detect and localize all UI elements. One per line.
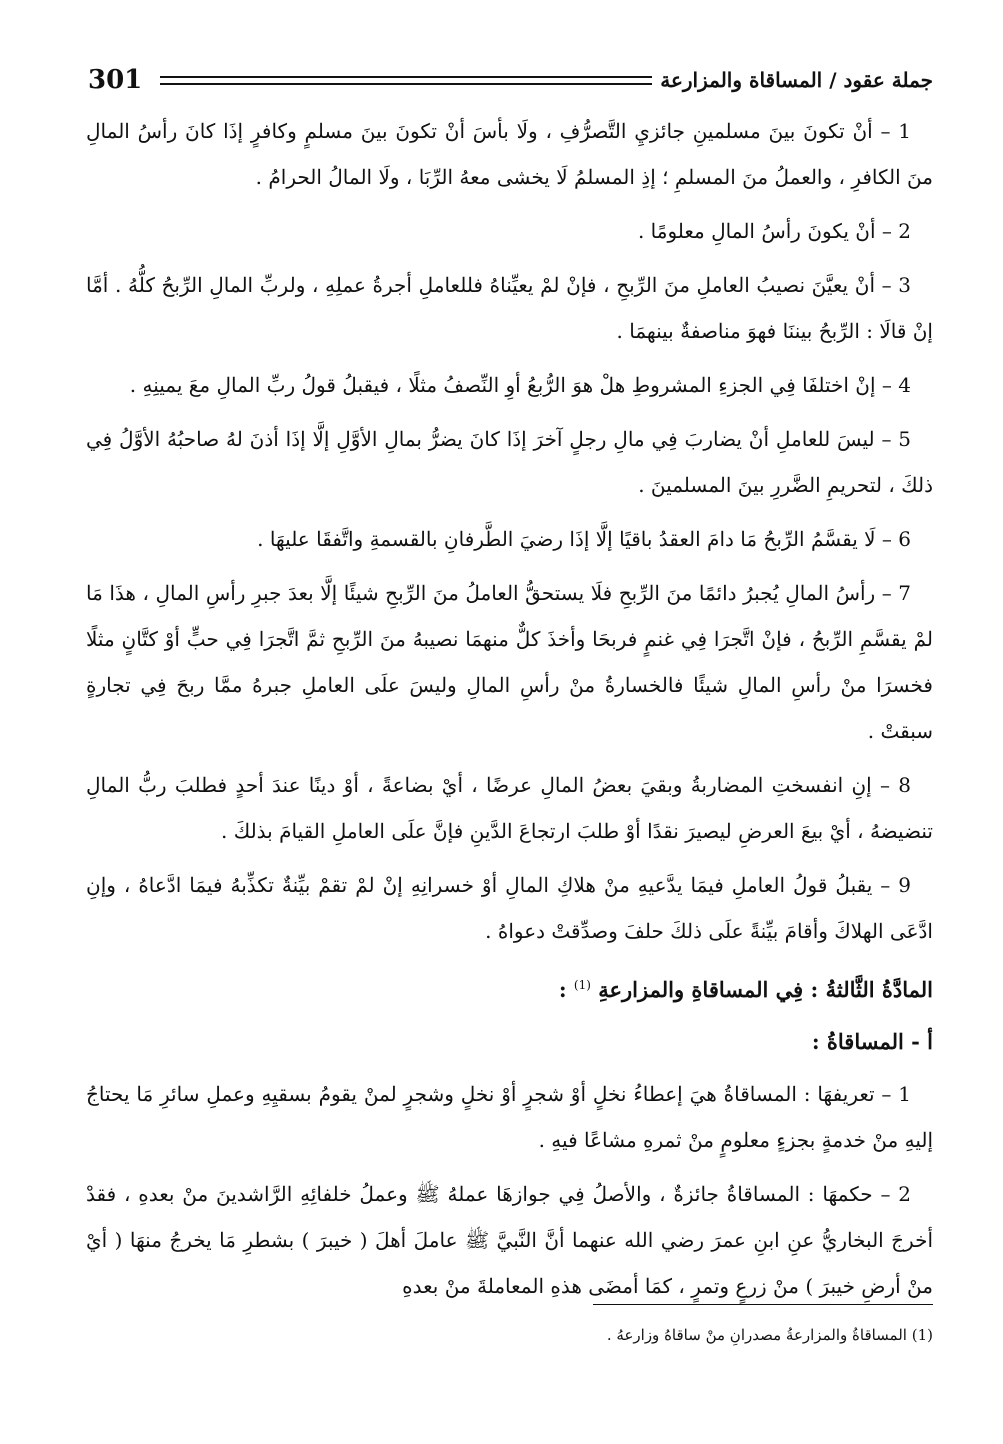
footnote-rule: [593, 1304, 933, 1305]
header-rule: [160, 76, 652, 85]
paragraph-1: 1 – أنْ تكونَ بينَ مسلمينِ جائزيِ التَّصرُّفِ ، ولَا بأسَ أنْ تكونَ بينَ مسلمٍ وكافرٍ إذَا كانَ رأسُ المالِ منَ الكافرِ ، والعملُ منَ المسلمِ ؛ إذِ المسلمُ لَا يخشى معهُ الرِّبَا ، ولَا المالُ الحرامُ .: [86, 119, 933, 189]
paragraph-4: 4 – إنْ اختلفَا فِي الجزءِ المشروطِ هلْ هوَ الرُّبعُ أوِ النِّصفُ مثلًا ، فيقبلُ قولُ ربِّ المالِ معَ يمينِهِ .: [129, 373, 911, 397]
paragraph-2: 2 – أنْ يكونَ رأسُ المالِ معلومًا .: [637, 219, 911, 243]
paragraph-3: 3 – أنْ يعيَّنَ نصيبُ العاملِ منَ الرِّبحِ ، فإنْ لمْ يعيِّناهُ فللعاملِ أجرةُ عملِهِ ، ولربِّ المالِ الرِّبحُ كلُّهُ . أمَّا إنْ قالَا : الرِّبحُ بيننَا فهوَ مناصفةٌ بينهمَا .: [86, 273, 933, 343]
page-header: [88, 62, 933, 98]
paragraph-8: 8 – إنِ انفسختِ المضاربةُ وبقيَ بعضُ المالِ عرضًا ، أيْ بضاعةً ، أوْ دينًا عندَ أحدٍ فطلبَ ربُّ المالِ تنضيضهُ ، أيْ بيعَ العرضِ ليصيرَ نقدًا أوْ طلبَ ارتجاعَ الدَّينِ فإنَّ علَى العاملِ القيامَ بذلكَ .: [86, 773, 933, 843]
section-heading-text: المادَّةُ الثَّالثةُ : فِي المساقاةِ والمزارعةِ: [598, 977, 933, 1002]
footnote-reference: (1): [573, 978, 591, 992]
paragraph-5: 5 – ليسَ للعاملِ أنْ يضاربَ فِي مالِ رجلٍ آخرَ إذَا كانَ يضرُّ بمالِ الأوَّلِ إلَّا إذَا أذنَ لهُ صاحبُهُ الأوَّلُ فِي ذلكَ ، لتحريمِ الضَّررِ بينَ المسلمينَ .: [86, 427, 933, 497]
running-title: جملة عقود / المساقاة والمزارعة: [660, 68, 933, 92]
footnote: (1) المساقاةُ والمزارعةُ مصدرانِ منْ ساقاهُ وزارعهُ .: [606, 1326, 933, 1344]
page-number: 301: [88, 65, 143, 95]
paragraph-9: 9 – يقبلُ قولُ العاملِ فيمَا يدَّعيهِ منْ هلاكِ المالِ أوْ خسرانِهِ إنْ لمْ تقمْ بيِّنةٌ تكذِّبهُ فيمَا ادَّعاهُ ، وإنِ ادَّعَى الهلاكَ وأقامَ بيِّنةً علَى ذلكَ حلفَ وصدِّقتْ دعواهُ .: [86, 873, 933, 943]
subheading-musaqat: أ - المساقاةُ :: [811, 1029, 933, 1054]
paragraph-ruling: 2 – حكمهَا : المساقاةُ جائزةٌ ، والأصلُ فِي جوازهَا عملهُ ﷺ وعملُ خلفائِهِ الرَّاشدينَ منْ بعدهِ ، فقدْ أخرجَ البخاريُّ عنِ ابنِ عمرَ رضي الله عنهما أنَّ النَّبيَّ ﷺ عاملَ أهلَ ( خيبرَ ) بشطرِ مَا يخرجُ منهَا ( أيْ منْ أرضِ خيبرَ ) منْ زرعٍ وتمرٍ ، كمَا أمضَى هذهِ المعاملةَ منْ بعدهِ: [86, 1182, 933, 1298]
section-heading-colon: :: [558, 977, 567, 1002]
section-heading: [86, 962, 933, 1013]
paragraph-7: 7 – رأسُ المالِ يُجبرُ دائمًا منَ الرِّبحِ فلَا يستحقُّ العاملُ منَ الرِّبحِ شيئًا إلَّا بعدَ جبرِ رأسِ المالِ ، هذَا مَا لمْ يقسَّمِ الرِّبحُ ، فإنْ اتَّجرَا فِي غنمٍ فربحَا وأخذَ كلٌّ منهمَا نصيبهُ منَ الرِّبحِ ثمَّ اتَّجرَا فِي حبٍّ أوْ كتَّانٍ مثلًا فخسرَا منْ رأسِ المالِ شيئًا فالخسارةُ منْ رأسِ المالِ وليسَ علَى العاملِ جبرهُ ممَّا ربحَ فِي تجارةٍ سبقتْ .: [86, 581, 933, 743]
body-text: [86, 108, 933, 1317]
paragraph-definition: 1 – تعريفهَا : المساقاةُ هيَ إعطاءُ نخلٍ أوْ شجرٍ أوْ نخلٍ وشجرٍ لمنْ يقومُ بسقيِهِ وعملِ سائرِ مَا يحتاجُ إليهِ منْ خدمةٍ بجزءٍ معلومٍ منْ ثمرهِ مشاعًا فيهِ .: [86, 1082, 933, 1152]
paragraph-6: 6 – لَا يقسَّمُ الرِّبحُ مَا دامَ العقدُ باقيًا إلَّا إذَا رضيَ الطَّرفانِ بالقسمةِ واتَّفقَا عليهَا .: [257, 527, 911, 551]
